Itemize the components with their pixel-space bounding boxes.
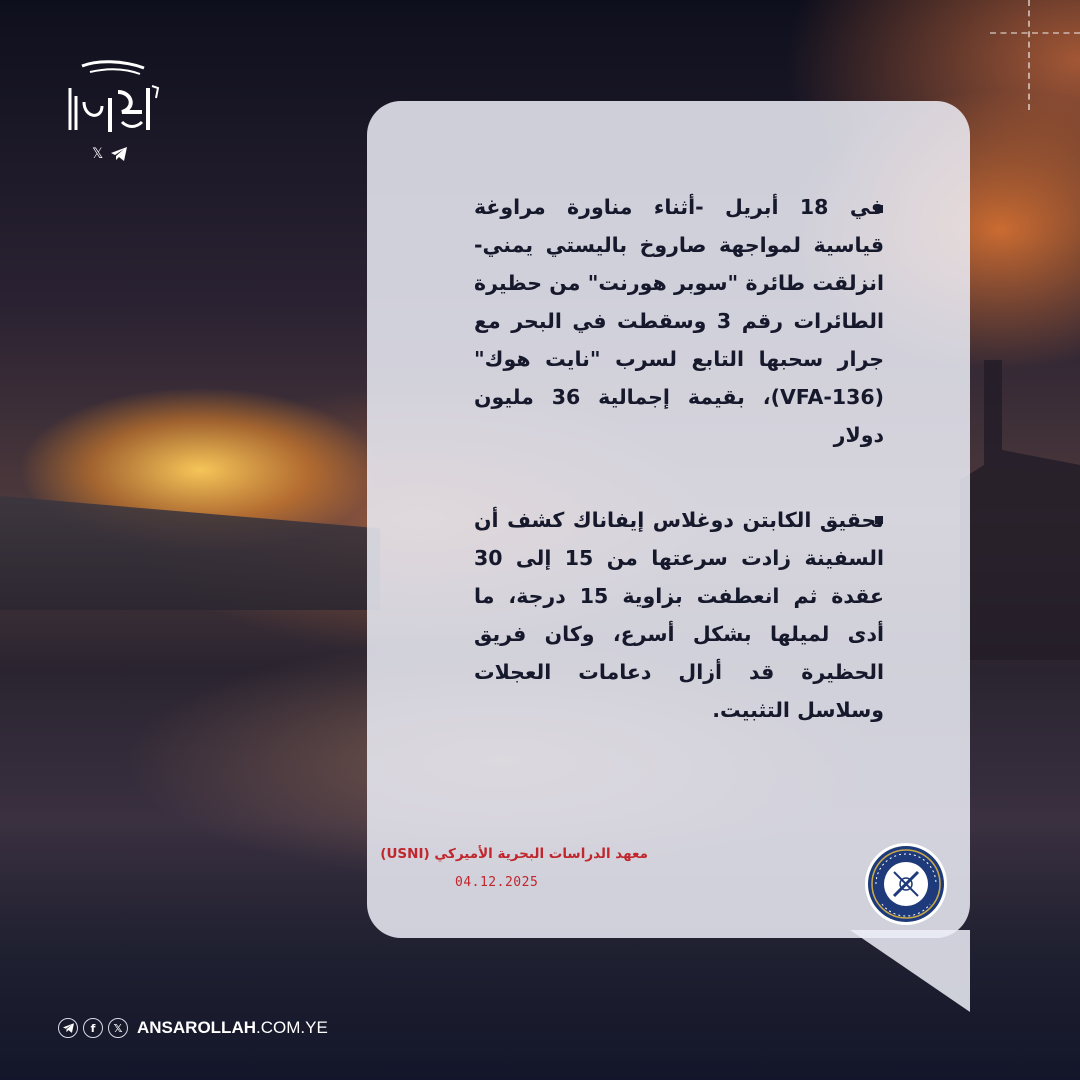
site-domain: .COM.YE xyxy=(256,1018,328,1037)
x-icon[interactable]: 𝕏 xyxy=(92,146,104,162)
website-link[interactable] xyxy=(137,1018,328,1038)
paragraph-2: تحقيق الكابتن دوغلاس إيفاناك كشف أن السفينة زادت سرعتها من 15 إلى 30 عقدة ثم انعطفت بزاوية 15 درجة، ما أدى لميلها بشكل أسرع، وكان فريق الحظيرة قد أزال دعامات العجلات وسلاسل التثبيت. xyxy=(474,508,884,722)
ship-mast-silhouette xyxy=(960,360,1080,660)
usni-seal-icon xyxy=(864,842,948,926)
facebook-icon[interactable]: f xyxy=(83,1018,103,1038)
top-social-icons xyxy=(92,146,127,162)
footer-bar xyxy=(58,1018,328,1038)
logo-text xyxy=(162,58,163,59)
ansarallah-logo xyxy=(62,58,162,158)
source-credit: معهد الدراسات البحرية الأميركي (USNI) xyxy=(380,846,648,862)
corner-dashed-line xyxy=(1028,0,1030,110)
publish-date: 04.12.2025 xyxy=(455,875,539,890)
carrier-silhouette xyxy=(0,490,380,610)
corner-dashed-line-horizontal xyxy=(990,32,1080,34)
text-card-tail xyxy=(850,930,970,1012)
site-name: ANSAROLLAH xyxy=(137,1018,256,1037)
telegram-icon[interactable] xyxy=(111,147,127,161)
x-icon[interactable]: 𝕏 xyxy=(108,1018,128,1038)
telegram-icon[interactable] xyxy=(58,1018,78,1038)
paragraph-1: في 18 أبريل -أثناء مناورة مراوغة قياسية لمواجهة صاروخ باليستي يمني- انزلقت طائرة "سوبر هورنت" من حظيرة الطائرات رقم 3 وسقطت في البحر مع جرار سحبها التابع لسرب "نايت هوك" (VFA-136)، بقيمة إجمالية 36 مليون دولار xyxy=(474,195,884,447)
